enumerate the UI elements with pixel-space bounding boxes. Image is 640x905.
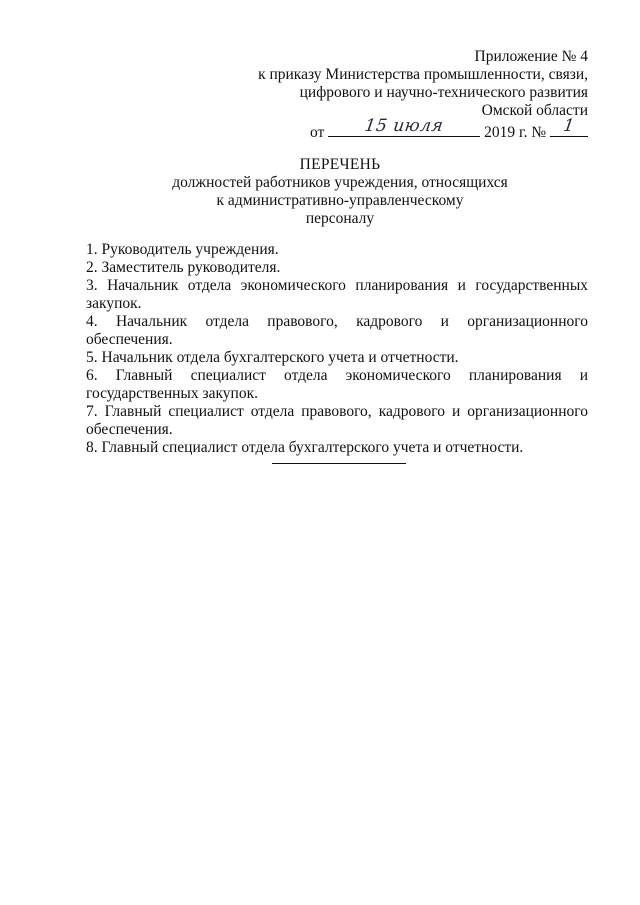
title-main: ПЕРЕЧЕНЬ [299, 156, 381, 173]
date-blank [328, 116, 480, 137]
order-reference-line: к приказу Министерства промышленности, связи, [258, 66, 588, 83]
list-item: 1. Руководитель учреждения. [86, 241, 279, 258]
list-item: 6. Главный специалист отдела экономического планирования и [86, 367, 588, 384]
list-item: 4. Начальник отдела правового, кадрового и организационного обеспечения. [86, 313, 588, 348]
list-item: 8. Главный специалист отдела бухгалтерского учета и отчетности. [86, 439, 524, 456]
list-item: 2. Заместитель руководителя. [86, 259, 281, 276]
list-item: 5. Начальник отдела бухгалтерского учета и отчетности. [86, 349, 459, 366]
appendix-header [228, 48, 588, 142]
ministry-name-line: цифрового и научно-технического развития [299, 84, 588, 101]
list-item: 7. Главный специалист отдела правового, кадрового и организационного [86, 403, 588, 420]
region-line: Омской области [481, 102, 588, 119]
order-year-text: 2019 г. № [484, 124, 547, 141]
date-prefix: от [310, 124, 325, 141]
list-item-continuation: закупок. [86, 295, 142, 312]
handwritten-number: 1 [561, 116, 577, 136]
list-item: 3. Начальник отдела экономического планирования и государственных [86, 277, 588, 294]
list-item-continuation: государственных закупок. [86, 385, 258, 402]
positions-list [86, 241, 588, 457]
title-subtitle-line: должностей работников учреждения, относящихся [172, 174, 508, 191]
closing-divider [272, 463, 406, 464]
list-item-continuation: обеспечения. [86, 421, 173, 438]
handwritten-date: 15 июля [363, 116, 445, 136]
number-blank [550, 116, 588, 137]
document-title [120, 156, 560, 228]
appendix-number: Приложение № 4 [474, 48, 588, 65]
order-date-row [228, 116, 588, 142]
title-subtitle-line: персоналу [305, 210, 375, 227]
title-subtitle-line: к административно-управленческому [216, 192, 464, 209]
